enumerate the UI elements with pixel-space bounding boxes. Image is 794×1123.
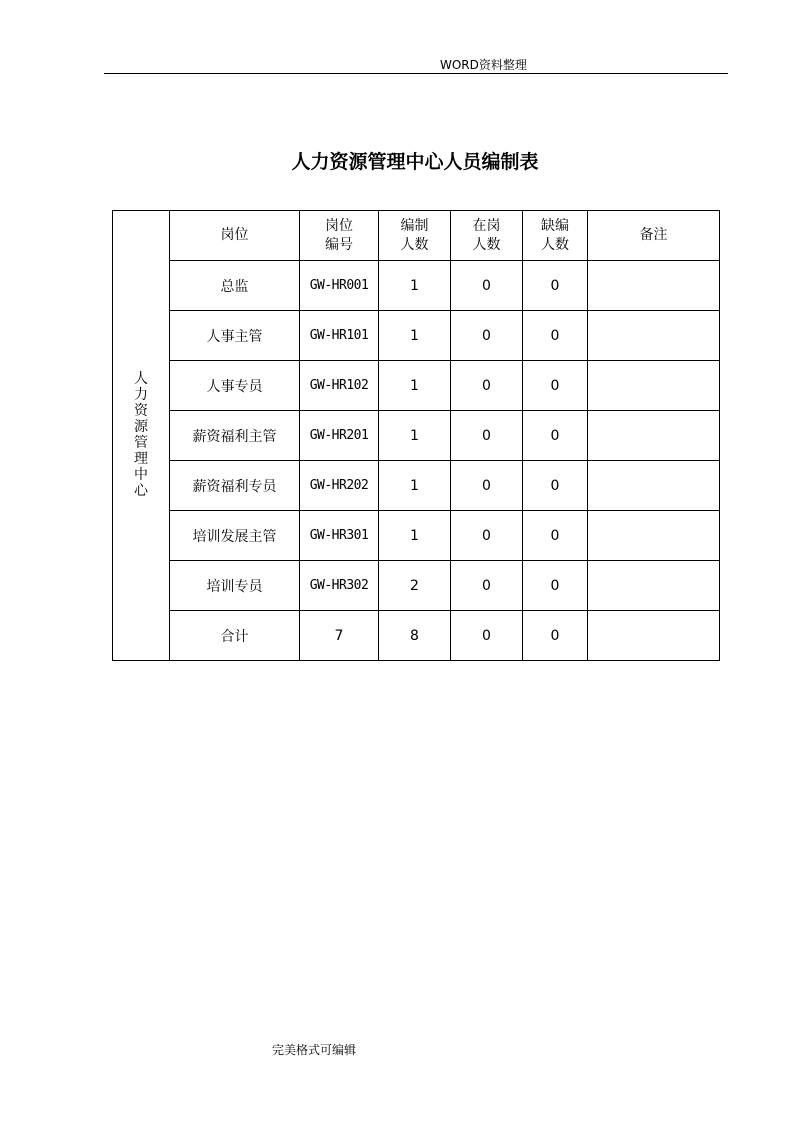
remark-cell [588, 511, 720, 561]
onduty-cell: 0 [451, 411, 523, 461]
code-cell: GW-HR302 [300, 561, 379, 611]
quota-cell: 1 [379, 411, 451, 461]
position-cell: 薪资福利主管 [170, 411, 300, 461]
total-vacancy: 0 [523, 611, 588, 661]
remark-cell [588, 361, 720, 411]
onduty-cell: 0 [451, 511, 523, 561]
header-position [170, 211, 300, 261]
quota-cell: 1 [379, 311, 451, 361]
header-code [300, 211, 379, 261]
table-row [113, 411, 720, 461]
vacancy-cell: 0 [523, 511, 588, 561]
header-code-line1: 岗位 [325, 217, 353, 234]
total-onduty: 0 [451, 611, 523, 661]
department-label: 人力资源管理中心 [134, 370, 148, 499]
remark-cell [588, 411, 720, 461]
remark-cell [588, 461, 720, 511]
position-cell: 人事主管 [170, 311, 300, 361]
remark-cell [588, 261, 720, 311]
position-cell: 人事专员 [170, 361, 300, 411]
header-quota-line1: 编制 [400, 217, 429, 234]
position-cell: 培训发展主管 [170, 511, 300, 561]
header-onduty-line1: 在岗 [472, 217, 501, 234]
table-row [113, 461, 720, 511]
total-quota: 8 [379, 611, 451, 661]
vacancy-cell: 0 [523, 411, 588, 461]
header-onduty-line2: 人数 [472, 236, 501, 253]
total-row [113, 611, 720, 661]
table-header-row [113, 211, 720, 261]
quota-cell: 1 [379, 461, 451, 511]
header-vacancy-line1: 缺编 [541, 217, 569, 234]
onduty-cell: 0 [451, 561, 523, 611]
remark-cell [588, 561, 720, 611]
table-row [113, 261, 720, 311]
table-row [113, 511, 720, 561]
position-cell: 培训专员 [170, 561, 300, 611]
position-cell: 薪资福利专员 [170, 461, 300, 511]
quota-cell: 1 [379, 261, 451, 311]
quota-cell: 1 [379, 361, 451, 411]
code-cell: GW-HR102 [300, 361, 379, 411]
vacancy-cell: 0 [523, 361, 588, 411]
onduty-cell: 0 [451, 261, 523, 311]
header-onduty [451, 211, 523, 261]
code-cell: GW-HR201 [300, 411, 379, 461]
header-quota-line2: 人数 [400, 236, 429, 253]
department-cell [113, 211, 170, 661]
remark-cell [588, 311, 720, 361]
total-positions: 7 [300, 611, 379, 661]
vacancy-cell: 0 [523, 261, 588, 311]
table-row [113, 361, 720, 411]
vacancy-cell: 0 [523, 461, 588, 511]
header-divider [104, 73, 728, 74]
header-position-label: 岗位 [220, 227, 249, 243]
header-code-line2: 编号 [325, 236, 353, 253]
table-row [113, 561, 720, 611]
code-cell: GW-HR301 [300, 511, 379, 561]
page-header-text: WORD资料整理 [440, 58, 527, 72]
header-remark-label: 备注 [639, 227, 668, 243]
onduty-cell: 0 [451, 311, 523, 361]
code-cell: GW-HR101 [300, 311, 379, 361]
total-remark [588, 611, 720, 661]
position-cell: 总监 [170, 261, 300, 311]
table-row [113, 311, 720, 361]
vacancy-cell: 0 [523, 561, 588, 611]
onduty-cell: 0 [451, 361, 523, 411]
quota-cell: 1 [379, 511, 451, 561]
page-footer-text: 完美格式可编辑 [272, 1043, 357, 1057]
code-cell: GW-HR202 [300, 461, 379, 511]
header-quota [379, 211, 451, 261]
quota-cell: 2 [379, 561, 451, 611]
document-title: 人力资源管理中心人员编制表 [291, 151, 539, 173]
total-label: 合计 [170, 611, 300, 661]
header-vacancy [523, 211, 588, 261]
vacancy-cell: 0 [523, 311, 588, 361]
code-cell: GW-HR001 [300, 261, 379, 311]
onduty-cell: 0 [451, 461, 523, 511]
header-vacancy-line2: 人数 [541, 236, 569, 253]
header-remark [588, 211, 720, 261]
staffing-table [112, 210, 720, 661]
